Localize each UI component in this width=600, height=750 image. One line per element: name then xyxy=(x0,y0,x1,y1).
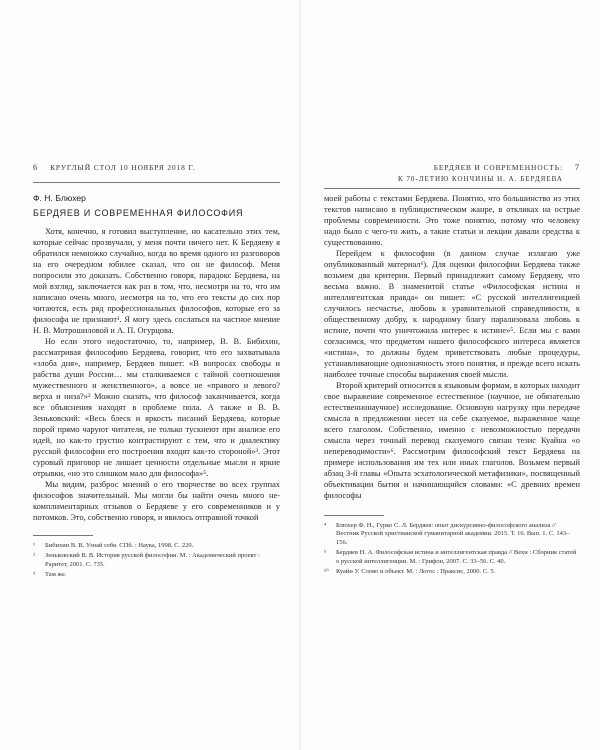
footnote-number: ² xyxy=(33,552,35,560)
footnote-text: Бибихин В. В. Узнай себя. СПб. : Наука, 1998. С. 220. xyxy=(45,542,194,549)
footnote-text: Куайн У. Слово и объект. М. : Логос : Праксис, 2000. С. 5. xyxy=(336,568,496,576)
right-paragraph: Второй критерий относится к языковым формам, в которых находит свое выражение современное естественное (научное, не обязательно естественнонаучное) исследование. Основную нагрузку при передаче смысла в предложении несет на себе сказуемое, выраженное чаще всего глаголом. Собственно, именно с невозможностью передачи смысла через точный перевод сказуемого связан тезис Куайна «о непереводимости»⁶. Рассмотрим философский текст Бердяева на примере использования им тех или иных глаголов. Возьмем первый абзац 3-й главы «Опыта эсхатологической метафизики», посвященный объективации бытия и начинающийся словами: «С древних времен философы xyxy=(324,381,580,500)
left-footnote-rule xyxy=(33,535,93,536)
right-paragraph: моей работы с текстами Бердяева. Понятно, что большинство из этих текстов написано в публицистическом жанре, в откликах на острые проблемы современности. Это тоже понятно, потому что человеку надо было с чего-то жить, а такие статьи и лекции давали средства к существованию. xyxy=(324,194,580,247)
article-title: БЕРДЯЕВ И СОВРЕМЕННАЯ ФИЛОСОФИЯ xyxy=(33,208,244,218)
footnote xyxy=(33,552,280,569)
footnote xyxy=(33,542,280,550)
footnote-text: Блюхер Ф. Н., Гурко С. Л. Бердяев: опыт дискурсивно-философского анализа // Вестник Русской христианской гуманитарной академии. 2015. Т. 16. Вып. 1. С. 143–156. xyxy=(336,522,570,546)
left-footnotes xyxy=(33,542,280,580)
right-paragraph: Перейдем к философии (в данном случае излагаю уже опубликованный материал⁶). Для оценки философии Бердяева также возьмем два критерия. Первый принадлежит самому Бердяеву, что весьма важно. В знаменитой статье «Философская истина и интеллигентская правда» он пишет: «С русской интеллигенцией случилось несчастье, любовь к уравнительной справедливости, к общественному добру, к народному благу парализовала любовь к истине, почти что уничтожила интерес к истине»⁵. Если мы с вами согласимся, что предметом нашего философского интереса является «истина», то должны будем приветствовать любые процедуры, устанавливающие однозначность этого понятия, и прежде всего искать наиболее точные способы выражения своей мысли. xyxy=(324,249,580,379)
left-head-rule xyxy=(33,182,280,183)
footnote xyxy=(324,568,580,576)
left-page-number: 6 xyxy=(33,163,39,172)
right-body-text xyxy=(324,193,580,501)
footnote-number: ⁵ xyxy=(324,549,327,557)
right-footnote-rule xyxy=(324,515,384,516)
left-paragraph: Мы видим, разброс мнений о его творчестве во всех группах философов значительный. Мы могли бы найти очень много не-комплиментарных отзывов о Бердяеве у его современников и у потомков. Это, собственно говоря, и явилось отправной точкой xyxy=(33,480,280,522)
footnote xyxy=(324,522,580,547)
right-running-head xyxy=(324,163,580,183)
right-running-head-line1: БЕРДЯЕВ И СОВРЕМЕННОСТЬ: xyxy=(433,163,563,172)
right-running-head-text xyxy=(398,163,563,184)
footnote-text: Бердяев Н. А. Философская истина и интеллигентская правда // Вехи : Сборник статей о русской интеллигенции. М. : Грифон, 2007. С. 33–56. С. 40. xyxy=(336,549,577,565)
footnote-number: ¹ xyxy=(33,542,35,549)
right-running-head-line2: К 70-ЛЕТИЮ КОНЧИНЫ Н. А. БЕРДЯЕВА xyxy=(397,175,563,183)
article-author: Ф. Н. Блюхер xyxy=(33,193,86,203)
right-head-rule xyxy=(324,188,580,189)
footnote-text: Зеньковский В. В. История русской философии. М. : Академический проект : Раритет, 2001. С. 735. xyxy=(45,552,260,568)
footnote-text: Там же. xyxy=(45,571,67,579)
footnote xyxy=(324,549,580,566)
left-paragraph: Но если этого недостаточно, то, например, В. В. Бибихин, рассматривая философию Бердяева, говорит, что его захватывала «злоба дня», например, Бердяев пишет: «В вопросах свободы и рабства души России… мы сталкиваемся с тайной соотношения мужественного и женственного», а вовсе не «правого и левого? верха и низа?»² Можно сказать, что философ заканчивается, когда все объяснения находят в проблеме пола. А также и В. В. Зеньковский: «Весь блеск и яркость писаний Бердяева, которые порой прямо чаруют читателя, не только тускнеют при анализе его идей, но как-то грустно контрастируют с тем, что и диалектику русской философии его построения входят как-то стороной»³. Этот суровый приговор не лишает ценности отдельные мысли и яркие отрывки, «но это слишком мало для философа»⁵. xyxy=(33,337,280,478)
footnote-number: ⁴ xyxy=(324,522,327,529)
right-footnotes xyxy=(324,522,580,576)
footnote-number: ¹⁰ xyxy=(324,568,329,576)
right-page-number: 7 xyxy=(574,163,580,172)
left-body-text xyxy=(33,226,280,523)
left-running-head xyxy=(33,163,280,175)
left-running-head-text: КРУГЛЫЙ СТОЛ 10 НОЯБРЯ 2018 Г. xyxy=(50,163,196,172)
right-page xyxy=(300,0,600,750)
footnote-number: ³ xyxy=(33,571,35,579)
footnote xyxy=(33,571,280,579)
left-paragraph: Хотя, конечно, я готовил выступление, но касательно этих тем, которые сейчас прозвучали, у меня почти ничего нет. К Бердяеву я обратился немножко случайно, когда во время одного из разговоров на его очередном юбилее сказал, что он не философ. Меня попросили это доказать. Собственно говоря, парадокс Бердяева, на мой взгляд, заключается как раз в том, что, несмотря на то, что им написано очень много, несмотря на то, что его тексты до сих пор читаются, есть ряд профессиональных философов, которые его за философа не признают¹. Я могу здесь сослаться на частное мнение Н. В. Мотрошиловой и А. П. Огурцова. xyxy=(33,227,280,335)
